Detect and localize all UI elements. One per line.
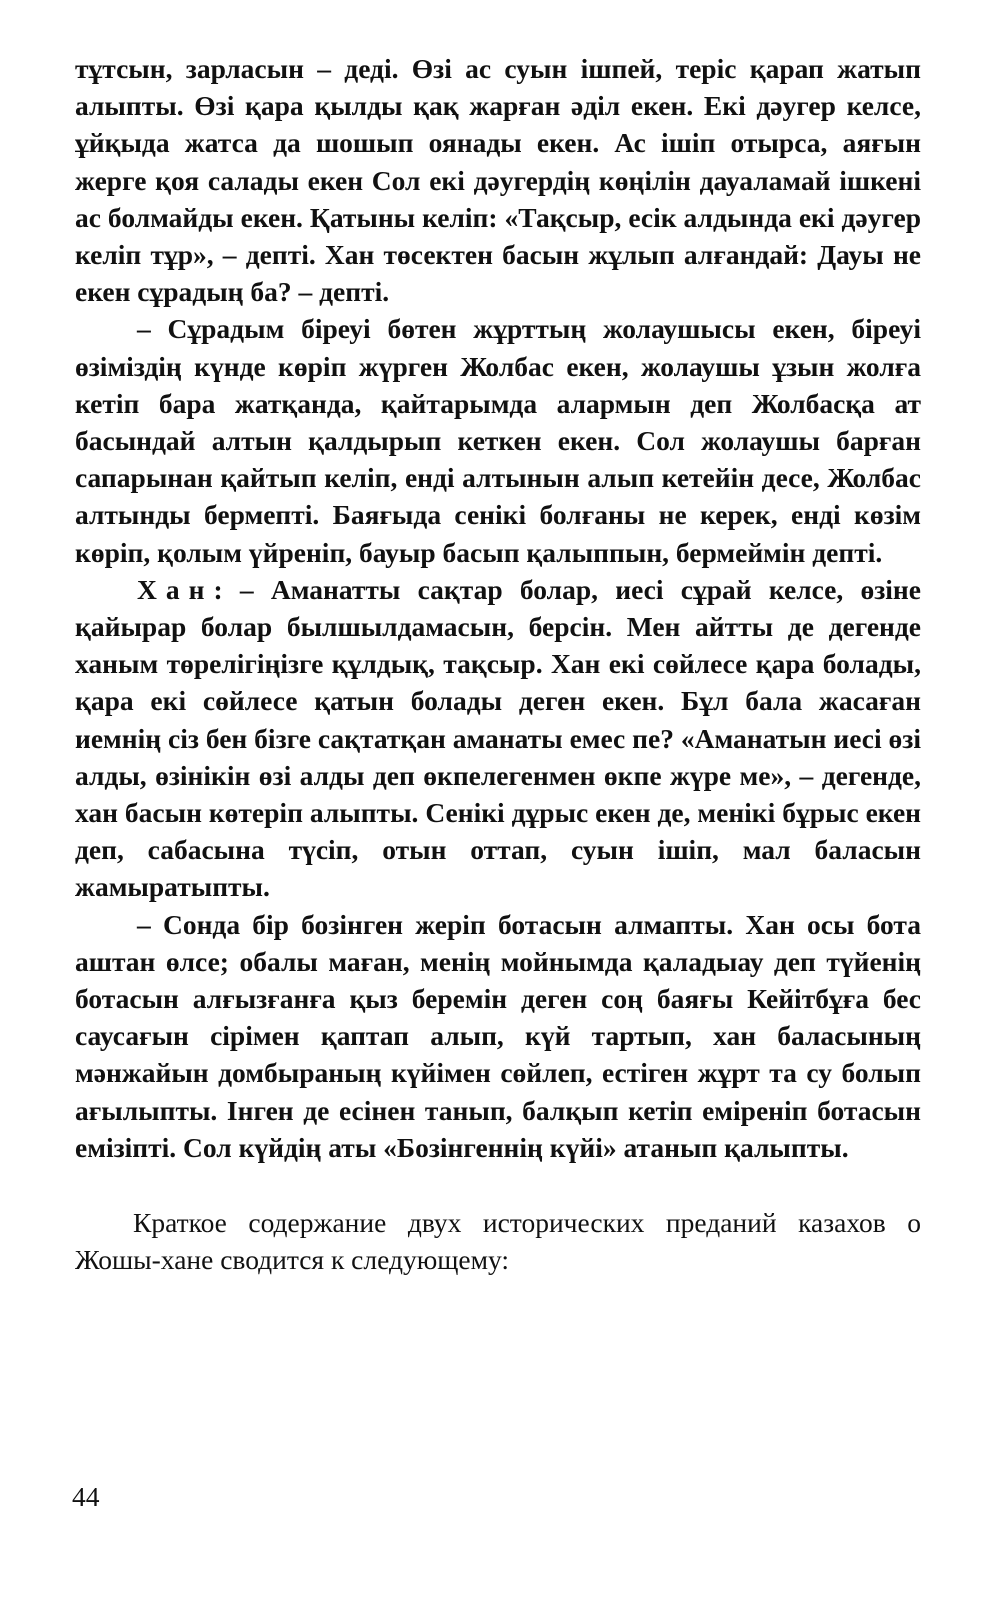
paragraph-3 [75,571,921,906]
summary-paragraph: Краткое содержание двух исторических преданий казахов о Жошы-хане сводится к следующему: [75,1207,921,1276]
paragraph-4: – Сонда бір бозінген жеріп ботасын алмапты. Хан осы бота аштан өлсе; обалы маған, менің мойнымда қаладыау деп түйенің ботасын алғызғанға қыз беремін деген соң баяғы Кейітбұға бес саусағын сірімен қаптап алып, күй тартып, хан баласының мәнжайын домбыраның күйімен сөйлеп, естіген жұрт та су болып ағылыпты. Інген де есінен танып, балқып кетіп еміреніп ботасын емізіпті. Сол күйдің аты «Бозінгеннің күйі» атанып қалыпты. [75,908,921,1163]
paragraph-2: – Сұрадым біреуі бөтен жұрттың жолаушысы екен, біреуі өзіміздің күнде көріп жүрген Жолбас екен, жолаушы ұзын жолға кетіп бара жатқанда, қайтарымда алармын деп Жолбасқа ат басындай алтын қалдырып кеткен екен. Сол жолаушы барған сапарынан қайтып келіп, енді алтынын алып кетейін десе, Жолбас алтынды бермепті. Баяғыда сенікі болғаны не керек, енді көзім көріп, қолым үйреніп, бауыр басып қалыппын, бермеймін депті. [75,313,921,568]
book-page [75,50,921,1580]
paragraph-3-text: : – Аманатты сақтар болар, иесі сұрай келсе, өзіне қайырар болар былшылдамасын, берсін. Мен айтты де дегенде ханым төрелігіңізге құлдық, тақсыр. Хан екі сөйлесе қара болады, қара екі сөйлесе қатын болады деген екен. Бұл бала жасаған иемнің сіз бен бізге сақтатқан аманаты емес пе? «Аманатын иесі өзі алды, өзінікін өзі алды деп өкпелегенмен өкпе жүре ме», – дегенде, хан басын көтеріп алыпты. Сенікі дұрыс екен де, менікі бұрыс екен деп, сабасына түсіп, отын оттап, суын ішіп, мал баласын жамыратыпты. [75,573,921,903]
paragraph-1: тұтсын, зарласын – деді. Өзі ас суын ішпей, теріс қарап жатып алыпты. Өзі қара қылды қақ жарған әділ екен. Екі дәугер келсе, ұйқыда жатса да шошып оянады екен. Ас ішіп отырса, аяғын жерге қоя салады екен Сол екі дәугердің көңілін дауаламай ішкені ас болмайды екен. Қатыны келіп: «Тақсыр, есік алдында екі дәугер келіп тұр», – депті. Хан төсектен басын жұлып алғандай: Дауы не екен сұрадың ба? – депті. [75,53,921,308]
page-number: 44 [72,1481,100,1512]
section-gap [75,1166,921,1204]
speaker-name: Хан [137,573,214,605]
